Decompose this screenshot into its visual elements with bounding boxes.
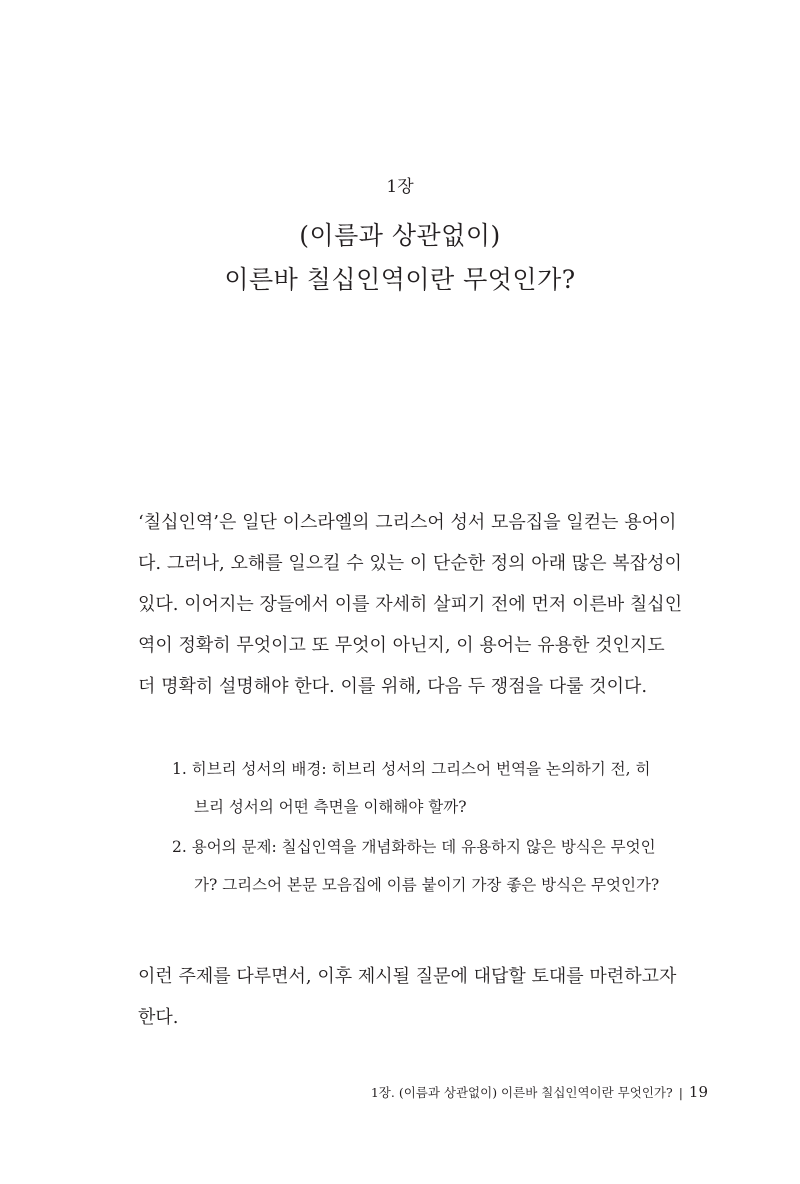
chapter-title-line-1: (이름과 상관없이) [299,221,501,250]
intro-paragraph [138,502,708,707]
intro-line: 더 명확히 설명해야 한다. 이를 위해, 다음 두 쟁점을 다룰 것이다. [138,676,648,697]
intro-line: ‘칠십인역’은 일단 이스라엘의 그리스어 성서 모음집을 일컫는 용어이 [138,512,677,533]
question-line: 2. 용어의 문제: 칠십인역을 개념화하는 데 유용하지 않은 방식은 무엇인 [172,838,656,856]
page-footer [371,1082,708,1103]
question-item [172,828,712,904]
closing-line: 한다. [138,1007,179,1028]
running-head: 1장. (이름과 상관없이) 이른바 칠십인역이란 무엇인가? [370,1085,673,1100]
page-number: 19 [688,1083,708,1101]
intro-line: 있다. 이어지는 장들에서 이를 자세히 살피기 전에 먼저 이른바 칠십인 [138,594,683,615]
closing-line: 이런 주제를 다루면서, 이후 제시될 질문에 대답할 토대를 마련하고자 [138,966,677,987]
question-item [172,750,712,826]
question-line: 브리 성서의 어떤 측면을 이해해야 할까? [194,798,467,816]
closing-paragraph [138,956,708,1038]
chapter-title [0,214,800,302]
intro-line: 다. 그러나, 오해를 일으킬 수 있는 이 단순한 정의 아래 많은 복잡성이 [138,553,682,574]
question-list [172,750,712,906]
footer-separator: | [678,1085,683,1100]
chapter-title-line-2: 이른바 칠십인역이란 무엇인가? [224,265,576,294]
question-line: 1. 히브리 성서의 배경: 히브리 성서의 그리스어 번역을 논의하기 전, 히 [172,760,651,778]
chapter-label: 1장 [386,177,414,197]
question-line: 가? 그리스어 본문 모음집에 이름 붙이기 가장 좋은 방식은 무엇인가? [194,876,660,894]
intro-line: 역이 정확히 무엇이고 또 무엇이 아닌지, 이 용어는 유용한 것인지도 [138,635,665,656]
